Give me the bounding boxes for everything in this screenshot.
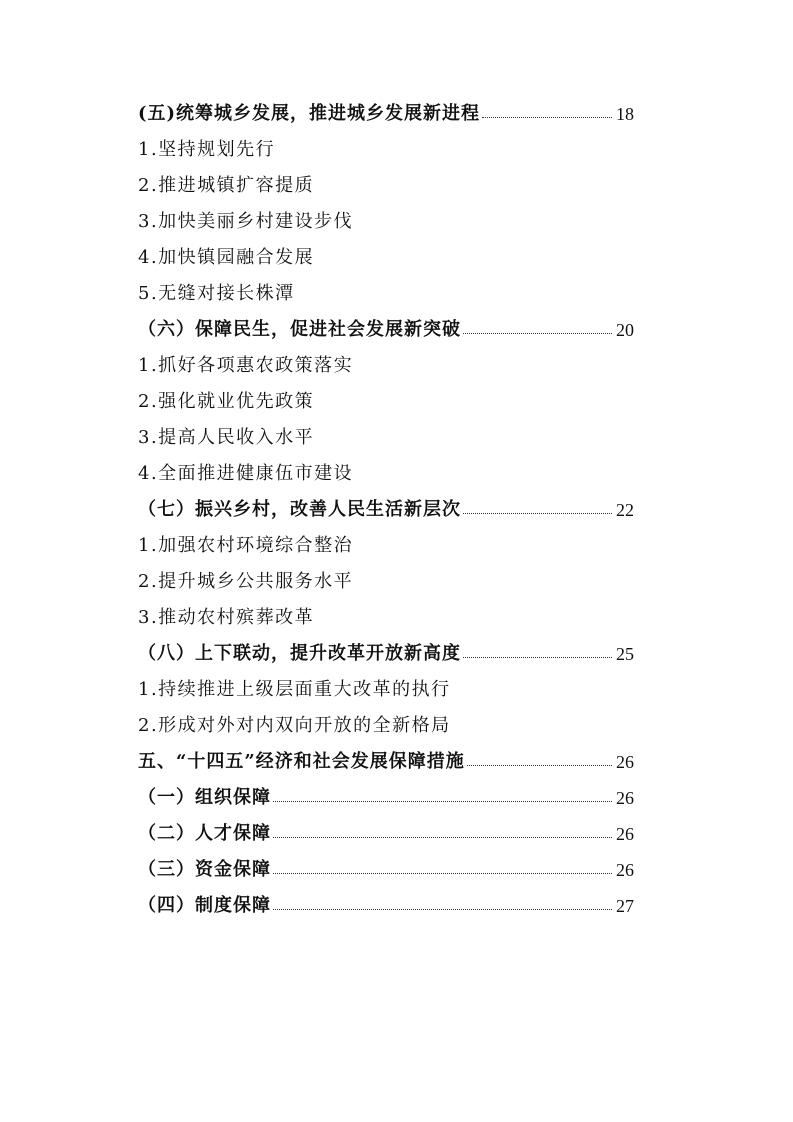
toc-subitem[interactable] <box>138 384 634 420</box>
toc-entry-title: （六）保障民生，促进社会发展新突破 <box>138 319 461 340</box>
toc-page-number: 22 <box>616 500 634 520</box>
toc-entry-title: 2.提升城乡公共服务水平 <box>138 571 354 592</box>
toc-entry-title: 4.全面推进健康伍市建设 <box>138 463 354 484</box>
toc-subitem[interactable] <box>138 168 634 204</box>
toc-entry-title: 3.推动农村殡葬改革 <box>138 607 315 628</box>
toc-page-number: 20 <box>616 320 634 340</box>
dot-leader <box>273 888 612 924</box>
toc-entry-title: 2.形成对外对内双向开放的全新格局 <box>138 715 451 736</box>
toc-subitem[interactable] <box>138 204 634 240</box>
toc-section[interactable] <box>138 492 634 528</box>
toc-entry-title: 1.持续推进上级层面重大改革的执行 <box>138 679 451 700</box>
dot-leader <box>463 492 612 528</box>
toc-entry-title: （七）振兴乡村，改善人民生活新层次 <box>138 499 461 520</box>
toc-subitem[interactable] <box>138 456 634 492</box>
toc-subitem[interactable] <box>138 708 634 744</box>
toc-subitem[interactable] <box>138 528 634 564</box>
toc-section[interactable] <box>138 780 634 816</box>
toc-entry-title: 5.无缝对接长株潭 <box>138 283 295 304</box>
toc-entry-title: 3.提高人民收入水平 <box>138 427 315 448</box>
toc-page-number: 27 <box>616 896 634 916</box>
toc-section[interactable] <box>138 852 634 888</box>
toc-subitem[interactable] <box>138 420 634 456</box>
dot-leader <box>273 852 612 888</box>
dot-leader <box>273 780 612 816</box>
dot-leader <box>463 312 612 348</box>
toc-page-number: 18 <box>616 104 634 124</box>
toc-entry-title: （三）资金保障 <box>138 859 271 880</box>
toc-subitem[interactable] <box>138 132 634 168</box>
table-of-contents <box>138 96 634 924</box>
toc-page-number: 25 <box>616 644 634 664</box>
toc-section[interactable] <box>138 96 634 132</box>
toc-section[interactable] <box>138 888 634 924</box>
dot-leader <box>273 816 612 852</box>
toc-entry-title: 3.加快美丽乡村建设步伐 <box>138 211 354 232</box>
toc-entry-title: （四）制度保障 <box>138 895 271 916</box>
toc-entry-title: 五、“十四五”经济和社会发展保障措施 <box>138 751 465 772</box>
toc-section[interactable] <box>138 312 634 348</box>
toc-entry-title: 1.抓好各项惠农政策落实 <box>138 355 354 376</box>
dot-leader <box>482 96 612 132</box>
toc-entry-title: (五)统筹城乡发展，推进城乡发展新进程 <box>138 103 481 124</box>
toc-entry-title: 2.推进城镇扩容提质 <box>138 175 315 196</box>
toc-subitem[interactable] <box>138 240 634 276</box>
toc-subitem[interactable] <box>138 348 634 384</box>
toc-entry-title: 1.加强农村环境综合整治 <box>138 535 354 556</box>
dot-leader <box>463 636 612 672</box>
toc-entry-title: 4.加快镇园融合发展 <box>138 247 315 268</box>
toc-subitem[interactable] <box>138 672 634 708</box>
toc-entry-title: （八）上下联动，提升改革开放新高度 <box>138 643 461 664</box>
toc-entry-title: （一）组织保障 <box>138 787 271 808</box>
toc-entry-title: 1.坚持规划先行 <box>138 139 276 160</box>
toc-section[interactable] <box>138 636 634 672</box>
toc-page-number: 26 <box>616 752 634 772</box>
toc-subitem[interactable] <box>138 564 634 600</box>
dot-leader <box>467 744 612 780</box>
toc-section[interactable] <box>138 816 634 852</box>
toc-subitem[interactable] <box>138 600 634 636</box>
toc-chapter[interactable] <box>138 744 634 780</box>
toc-entry-title: 2.强化就业优先政策 <box>138 391 315 412</box>
toc-entry-title: （二）人才保障 <box>138 823 271 844</box>
toc-page-number: 26 <box>616 860 634 880</box>
toc-subitem[interactable] <box>138 276 634 312</box>
toc-page-number: 26 <box>616 788 634 808</box>
toc-page-number: 26 <box>616 824 634 844</box>
